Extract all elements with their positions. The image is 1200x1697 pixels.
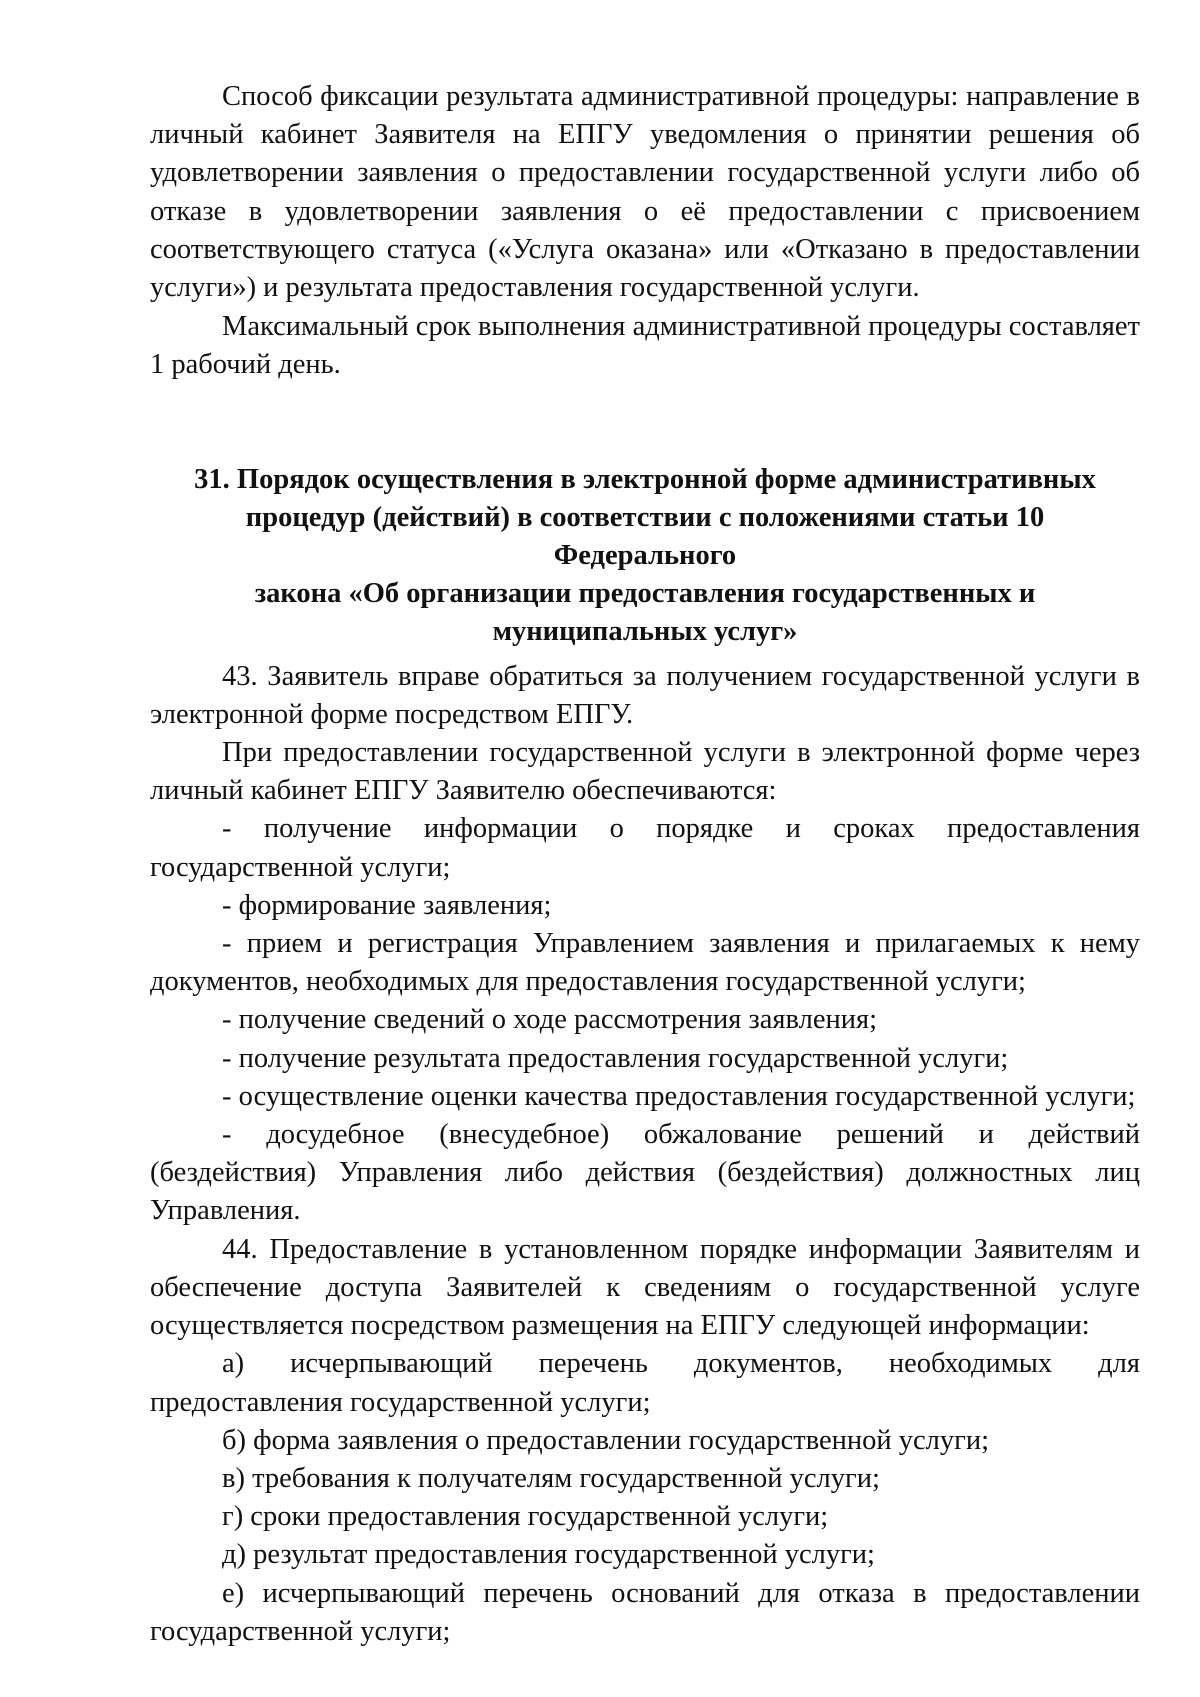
paragraph-item-44: 44. Предоставление в установленном порядке информации Заявителям и обеспечение доступа Заявителей к сведениям о государственной услуге осуществляется посредством размещения на ЕПГУ следующей информации: (150, 1233, 1140, 1342)
list-item: - получение информации о порядке и сроках предоставления государственной услуги; (150, 813, 1140, 883)
section-heading-line: закона «Об организации предоставления государственных и (254, 578, 1036, 610)
list-item: - осуществление оценки качества предоставления государственной услуги; (222, 1080, 1136, 1112)
section-heading-line: 31. Порядок осуществления в электронной форме административных (194, 463, 1096, 495)
section-heading-line: процедур (действий) в соответствии с положениями статьи 10 Федерального (245, 501, 1045, 572)
list-item: - прием и регистрация Управлением заявления и прилагаемых к нему документов, необходимых для предоставления государственной услуги; (150, 928, 1140, 998)
list-item: б) форма заявления о предоставлении государственной услуги; (222, 1424, 989, 1456)
list-item: д) результат предоставления государственной услуги; (222, 1539, 875, 1571)
list-item: в) требования к получателям государственной услуги; (222, 1462, 880, 1494)
list-item: е) исчерпывающий перечень оснований для отказа в предоставлении государственной услуги; (150, 1577, 1140, 1647)
paragraph-max-duration: Максимальный срок выполнения административной процедуры составляет 1 рабочий день. (150, 311, 1140, 381)
paragraph-item-43: 43. Заявитель вправе обратиться за получением государственной услуги в электронной форме посредством ЕПГУ. (150, 660, 1140, 730)
list-item: - получение сведений о ходе рассмотрения заявления; (222, 1004, 878, 1036)
list-item: - получение результата предоставления государственной услуги; (222, 1042, 1009, 1074)
list-item: г) сроки предоставления государственной услуги; (222, 1501, 829, 1533)
list-item: а) исчерпывающий перечень документов, необходимых для предоставления государственной услуги; (150, 1348, 1140, 1418)
section-heading-line: муниципальных услуг» (492, 616, 798, 648)
list-item: - формирование заявления; (222, 889, 552, 921)
list-item: - досудебное (внесудебное) обжалование решений и действий (бездействия) Управления либо действия (бездействия) должностных лиц Управления. (150, 1119, 1140, 1227)
paragraph-result-fixation: Способ фиксации результата административной процедуры: направление в личный кабинет Заявителя на ЕПГУ уведомления о принятии решения об удовлетворении заявления о предоставлении государственной услуги либо об отказе в удовлетворении заявления о её предоставлении с присвоением соответствующего статуса («Услуга оказана» или «Отказано в предоставлении услуги») и результата предоставления государственной услуги. (150, 81, 1140, 304)
section-heading (160, 461, 1130, 652)
paragraph-electronic-cabinet: При предоставлении государственной услуги в электронной форме через личный кабинет ЕПГУ Заявителю обеспечиваются: (150, 737, 1140, 807)
document-page (150, 78, 1140, 1651)
